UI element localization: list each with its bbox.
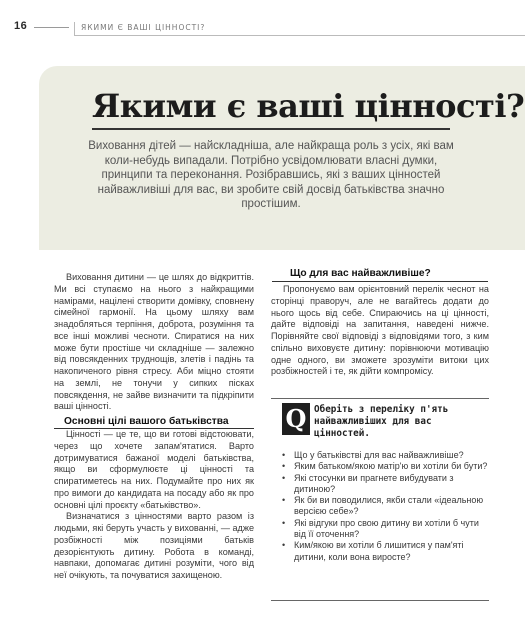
question-list bbox=[282, 450, 492, 563]
body-paragraph: Пропонуємо вам орієнтовний перелік чеснот на сторінці праворуч, але не вагайтесь додати до нього щось від себе. Спираючись на ці цінності, дайте відповіді на запитання, наведені нижче. Порівняйте свої відповіді з відповідями того, з ким спільно виховуєте дитину: порівнюючи мотивацію одне одного, ви зможете зрозуміти витоки цих розбіжностей і те, як дійти компромісу. bbox=[271, 284, 489, 377]
bullet-icon: • bbox=[282, 450, 286, 460]
list-item: • Яким батьком/якою матір'ю ви хотіли би бути? bbox=[282, 461, 488, 472]
bullet-icon: • bbox=[282, 495, 286, 506]
left-column bbox=[54, 272, 254, 413]
body-paragraph: Визначатися з цінностями варто разом із людьми, які беруть участь у вихованні, — адже розбіжності між позиціями батьків дезорієнтують дитину. Робота в команді, навпаки, допомагає дитині розуміти, чого від неї очікують, та почуватися захищеною. bbox=[54, 511, 254, 580]
list-item: • Які відгуки про свою дитину ви хотіли б чути від її оточення? bbox=[282, 517, 479, 540]
body-paragraph: Виховання дитини — це шлях до відкриттів. Ми всі ступаємо на нього з найкращими намірами, націлені створити домівку, сповнену сімейної гармонії. На цьому шляху вам знадобляться терпіння, доброта, розуміння та все інші можливі чесноти. Спиратися на них може бути простіше чи складніше — залежно від повсякденних труднощів, злетів і падінь та накопиченого рівня стресу. Аби міцно стояти на землі, не тонучи у сипких пісках повсякдення, не зайве визначити та підкріпити ваші цінності. bbox=[54, 272, 254, 412]
list-item: • Що у батьківстві для вас найважливіше? bbox=[282, 450, 464, 460]
bullet-icon: • bbox=[282, 517, 286, 528]
title-rule bbox=[92, 128, 450, 130]
bullet-icon: • bbox=[282, 540, 286, 551]
heading-rule bbox=[272, 281, 488, 282]
body-paragraph: Цінності — це те, що ви готові відстоювати, через що хочете запам'ятатися. Варто дотримуватися бажаної моделі батьківства, якщо ви сформулюєте ці цінності та спиратиметесь на них. Подумайте про них як про вимоги до кандидата на посаду або як про основні цілі проєкту «батьківство». bbox=[54, 429, 254, 510]
question-box-top-rule bbox=[271, 398, 489, 399]
list-item: • Які стосунки ви прагнете вибудувати з дитиною? bbox=[282, 472, 454, 494]
q-icon: Q bbox=[282, 403, 310, 435]
question-box-title: Оберіть з переліку п'ять найважливіших для вас цінностей. bbox=[314, 404, 449, 439]
intro-text: Виховання дітей — найскладніша, але найкраща роль з усіх, які вам коли-небудь випадали. Потрібно усвідомлювати власні думки, принципи та переконання. Розібравшись, які з ваших цінностей найважливіші для вас, ви зробите свій досвід батьківства значно простішим. bbox=[88, 140, 454, 211]
bullet-icon: • bbox=[282, 461, 286, 472]
question-box-bottom-rule bbox=[271, 600, 489, 601]
list-item: • Як би ви поводилися, якби стали «ідеальною версією себе»? bbox=[282, 495, 484, 517]
section-heading-goals: Основні цілі вашого батьківства bbox=[64, 416, 229, 427]
list-item: • Ким/якою ви хотіли б лишитися у пам'яті дитини, коли вона виросте? bbox=[282, 540, 464, 562]
page-title: Якими є ваші цінності? bbox=[92, 87, 525, 125]
section-heading-important: Що для вас найважливіше? bbox=[290, 268, 431, 279]
right-column bbox=[271, 284, 489, 378]
left-column-lower bbox=[54, 429, 254, 582]
running-title: ЯКИМИ Є ВАШІ ЦІННОСТІ? bbox=[74, 22, 525, 36]
header-rule bbox=[34, 27, 69, 28]
bullet-icon: • bbox=[282, 472, 286, 483]
page-number: 16 bbox=[14, 20, 28, 32]
